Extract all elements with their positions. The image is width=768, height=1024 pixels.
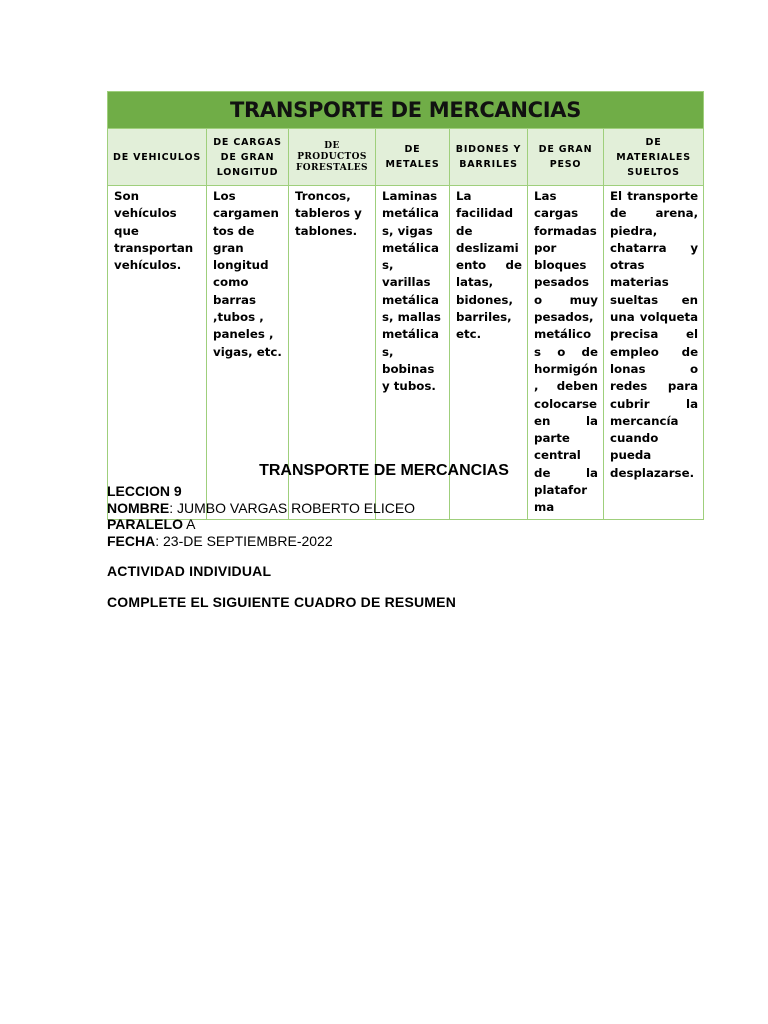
header-drums-barrels: BIDONES Y BARRILES xyxy=(450,129,528,186)
header-long-loads: DE CARGAS DE GRAN LONGITUD xyxy=(207,129,289,186)
cell-loose-materials-text: El transporte de arena, piedra, chatarra y otras materias sueltas en una volqueta precisa el empleo de lonas o redes para cubrir la mercancía cuando pueda desplazarse. xyxy=(610,189,699,480)
lesson-line xyxy=(107,483,182,499)
summary-table xyxy=(107,91,704,520)
lesson-label: LECCION 9 xyxy=(107,483,182,499)
header-vehicles: DE VEHICULOS xyxy=(108,129,207,186)
table-title: TRANSPORTE DE MERCANCIAS xyxy=(108,92,704,129)
cell-metals-text: Laminas metálicas, vigas metálicas, varillas metálicas, mallas metálicas, bobinas y tubos. xyxy=(382,189,441,394)
name-label: NOMBRE xyxy=(107,500,170,516)
header-heavy-loads: DE GRAN PESO xyxy=(528,129,604,186)
parallel-label: PARALELO xyxy=(107,516,183,532)
date-value: : 23-DE SEPTIEMBRE-2022 xyxy=(155,533,333,549)
header-loose-materials: DE MATERIALES SUELTOS xyxy=(604,129,704,186)
parallel-line xyxy=(107,516,195,532)
date-line xyxy=(107,533,333,549)
activity-heading: ACTIVIDAD INDIVIDUAL xyxy=(107,563,272,579)
cell-long-loads-text: Los cargamentos de gran longitud como barras ,tubos , paneles , vigas, etc. xyxy=(213,189,282,359)
name-line xyxy=(107,500,415,516)
header-metals: DE METALES xyxy=(376,129,450,186)
document-title: TRANSPORTE DE MERCANCIAS xyxy=(259,462,509,479)
name-value: : JUMBO VARGAS ROBERTO ELICEO xyxy=(169,500,416,516)
parallel-value: A xyxy=(182,516,196,532)
cell-heavy-loads-text: Las cargas formadas por bloques pesados o muy pesados, metálicos o de hormigón, deben colocarse en la parte central de la plataforma xyxy=(534,189,598,515)
cell-vehicles-text: Son vehículos que transportan vehículos. xyxy=(114,189,194,273)
cell-forest-products-text: Troncos, tableros y tablones. xyxy=(295,189,362,238)
header-forest-products: DE PRODUCTOS FORESTALES xyxy=(289,129,376,186)
cell-drums-barrels-text: La facilidad de deslizamiento de latas, bidones, barriles, etc. xyxy=(456,189,522,342)
date-label: FECHA xyxy=(107,533,156,549)
instruction-heading: COMPLETE EL SIGUIENTE CUADRO DE RESUMEN xyxy=(107,594,457,610)
